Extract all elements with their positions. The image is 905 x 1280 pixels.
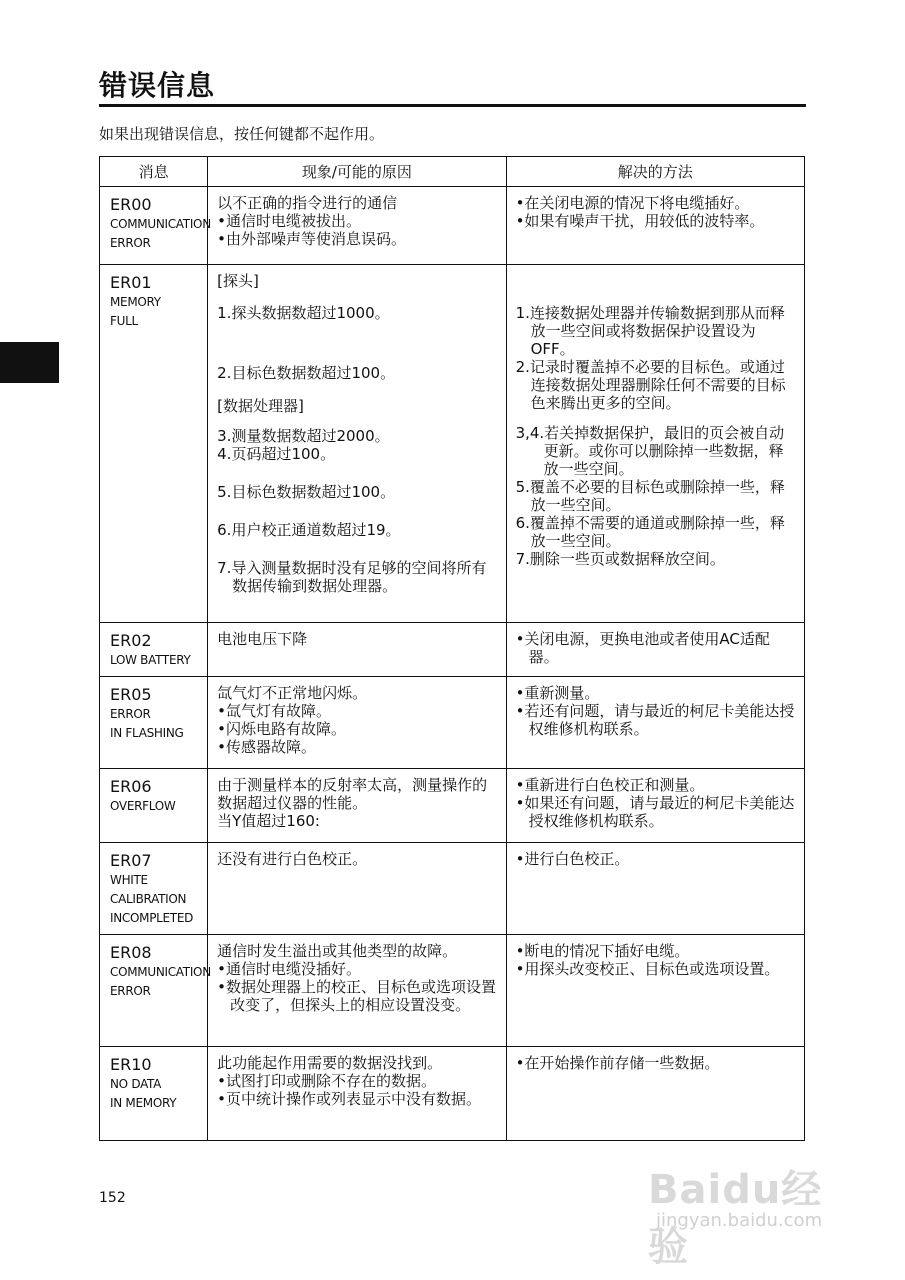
- cause-text: 6.用户校正通道数超过19。: [217, 521, 401, 539]
- solution-cell: [506, 623, 804, 677]
- section-tab-marker: [0, 342, 59, 383]
- cause-text: •通信时电缆被拔出。: [217, 212, 361, 230]
- error-desc: ERROR: [110, 236, 151, 250]
- table-row: [100, 187, 805, 265]
- cause-text: •试图打印或删除不存在的数据。: [217, 1072, 436, 1090]
- solution-text: 6.覆盖掉不需要的通道或删除掉一些，释放一些空间。: [515, 514, 785, 550]
- cause-text: 电池电压下降: [217, 630, 308, 648]
- cause-text: 3.测量数据数超过2000。: [217, 427, 390, 445]
- intro-text: 如果出现错误信息，按任何键都不起作用。: [99, 125, 385, 143]
- table-row: [100, 843, 805, 935]
- cause-text: 7.导入测量数据时没有足够的空间将所有数据传输到数据处理器。: [217, 559, 487, 595]
- header-message: 消息: [100, 157, 208, 187]
- cause-text: [探头]: [217, 272, 259, 290]
- message-cell: [100, 843, 208, 935]
- solution-text: 7.删除一些页或数据释放空间。: [515, 550, 725, 568]
- error-code: ER07: [110, 851, 152, 870]
- error-code: ER10: [110, 1055, 152, 1074]
- error-desc: LOW BATTERY: [110, 653, 191, 667]
- cause-text: •数据处理器上的校正、目标色或选项设置改变了，但探头上的相应设置没变。: [217, 978, 496, 1014]
- cause-cell: [208, 769, 506, 843]
- page-number: 152: [99, 1190, 126, 1206]
- error-desc: ERROR: [110, 984, 151, 998]
- error-desc: IN FLASHING: [110, 726, 184, 740]
- cause-text: •传感器故障。: [217, 738, 316, 756]
- error-code: ER00: [110, 195, 152, 214]
- cause-text: 由于测量样本的反射率太高，测量操作的数据超过仪器的性能。: [217, 776, 488, 812]
- solution-text: 2.记录时覆盖掉不必要的目标色。或通过连接数据处理器删除任何不需要的目标色来腾出更多的空间。: [515, 358, 786, 412]
- cause-text: [数据处理器]: [217, 397, 304, 415]
- solution-cell: [506, 187, 804, 265]
- cause-cell: [208, 677, 506, 769]
- cause-text: 4.页码超过100。: [217, 445, 336, 463]
- message-cell: [100, 935, 211, 1047]
- error-code: ER02: [110, 631, 152, 650]
- error-desc: INCOMPLETED: [110, 911, 194, 925]
- message-cell: [100, 1047, 208, 1141]
- cause-text: •闪烁电路有故障。: [217, 720, 346, 738]
- page-title: 错误信息: [99, 69, 216, 102]
- cause-text: •氙气灯有故障。: [217, 702, 331, 720]
- cause-text: 当Y值超过160:: [217, 812, 320, 830]
- error-code: ER01: [110, 273, 152, 292]
- table-row: [100, 769, 805, 843]
- title-rule: [99, 104, 806, 107]
- message-cell: [100, 265, 208, 623]
- solution-text: •若还有问题，请与最近的柯尼卡美能达授权维修机构联系。: [515, 702, 795, 738]
- table-header-row: [100, 157, 805, 187]
- solution-text: •在关闭电源的情况下将电缆插好。: [515, 194, 750, 212]
- cause-text: 5.目标色数据数超过100。: [217, 483, 396, 501]
- error-desc: MEMORY: [110, 295, 161, 309]
- error-desc: OVERFLOW: [110, 799, 176, 813]
- solution-cell: [506, 677, 804, 769]
- cause-text: 通信时发生溢出或其他类型的故障。: [217, 942, 458, 960]
- error-code: ER06: [110, 777, 152, 796]
- error-desc: NO DATA: [110, 1077, 162, 1091]
- cause-cell: [208, 935, 506, 1047]
- solution-text: •在开始操作前存储一些数据。: [515, 1054, 720, 1072]
- cause-cell: [208, 623, 506, 677]
- error-code: ER05: [110, 685, 152, 704]
- watermark-url: jingyan.baidu.com: [656, 1210, 823, 1231]
- message-cell: [100, 623, 208, 677]
- cause-text: •通信时电缆没插好。: [217, 960, 361, 978]
- cause-text: 还没有进行白色校正。: [217, 850, 368, 868]
- cause-text: 1.探头数据数超过1000。: [217, 304, 390, 322]
- solution-text: •断电的情况下插好电缆。: [515, 942, 690, 960]
- table-row: [100, 623, 805, 677]
- cause-text: 以不正确的指令进行的通信: [217, 194, 398, 212]
- table-row: [100, 935, 805, 1047]
- error-table: [99, 156, 805, 1141]
- solution-text: •进行白色校正。: [515, 850, 630, 868]
- solution-text: •用探头改变校正、目标色或选项设置。: [515, 960, 780, 978]
- solution-text: •如果有噪声干扰，用较低的波特率。: [515, 212, 765, 230]
- solution-text: •如果还有问题，请与最近的柯尼卡美能达授权维修机构联系。: [515, 794, 795, 830]
- solution-cell: [506, 265, 804, 623]
- error-code: ER08: [110, 943, 152, 962]
- watermark: [648, 1148, 858, 1270]
- cause-text: •由外部噪声等使消息误码。: [217, 230, 406, 248]
- cause-text: 2.目标色数据数超过100。: [217, 364, 396, 382]
- error-desc: COMMUNICATION: [110, 965, 211, 979]
- solution-cell: [506, 1047, 804, 1141]
- solution-text: 3,4.若关掉数据保护，最旧的页会被自动更新。或你可以删除掉一些数据，释放一些空间。: [515, 424, 785, 478]
- watermark-brand: Baidu经验: [648, 1167, 823, 1270]
- table-row: [100, 265, 805, 623]
- error-desc: CALIBRATION: [110, 892, 187, 906]
- cause-text: 此功能起作用需要的数据没找到。: [217, 1054, 443, 1072]
- message-cell: [100, 677, 208, 769]
- solution-text: •关闭电源，更换电池或者使用AC适配器。: [515, 630, 770, 666]
- solution-cell: [506, 769, 804, 843]
- error-desc: ERROR: [110, 707, 151, 721]
- header-cause: 现象/可能的原因: [208, 157, 506, 187]
- header-solution: 解决的方法: [506, 157, 804, 187]
- solution-text: 1.连接数据处理器并传输数据到那从而释放一些空间或将数据保护设置设为OFF。: [515, 304, 785, 358]
- cause-text: •页中统计操作或列表显示中没有数据。: [217, 1090, 481, 1108]
- solution-cell: [506, 935, 804, 1047]
- cause-cell: [208, 265, 506, 623]
- solution-text: 5.覆盖不必要的目标色或删除掉一些，释放一些空间。: [515, 478, 785, 514]
- error-desc: COMMUNICATION: [110, 217, 211, 231]
- table-row: [100, 1047, 805, 1141]
- cause-text: 氙气灯不正常地闪烁。: [217, 684, 368, 702]
- cause-cell: [208, 1047, 506, 1141]
- solution-text: •重新进行白色校正和测量。: [515, 776, 705, 794]
- error-desc: FULL: [110, 314, 138, 328]
- table-row: [100, 677, 805, 769]
- message-cell: [100, 769, 208, 843]
- cause-cell: [208, 187, 506, 265]
- message-cell: [100, 187, 211, 265]
- solution-cell: [506, 843, 804, 935]
- solution-text: •重新测量。: [515, 684, 600, 702]
- error-desc: IN MEMORY: [110, 1096, 177, 1110]
- cause-cell: [208, 843, 506, 935]
- error-desc: WHITE: [110, 873, 148, 887]
